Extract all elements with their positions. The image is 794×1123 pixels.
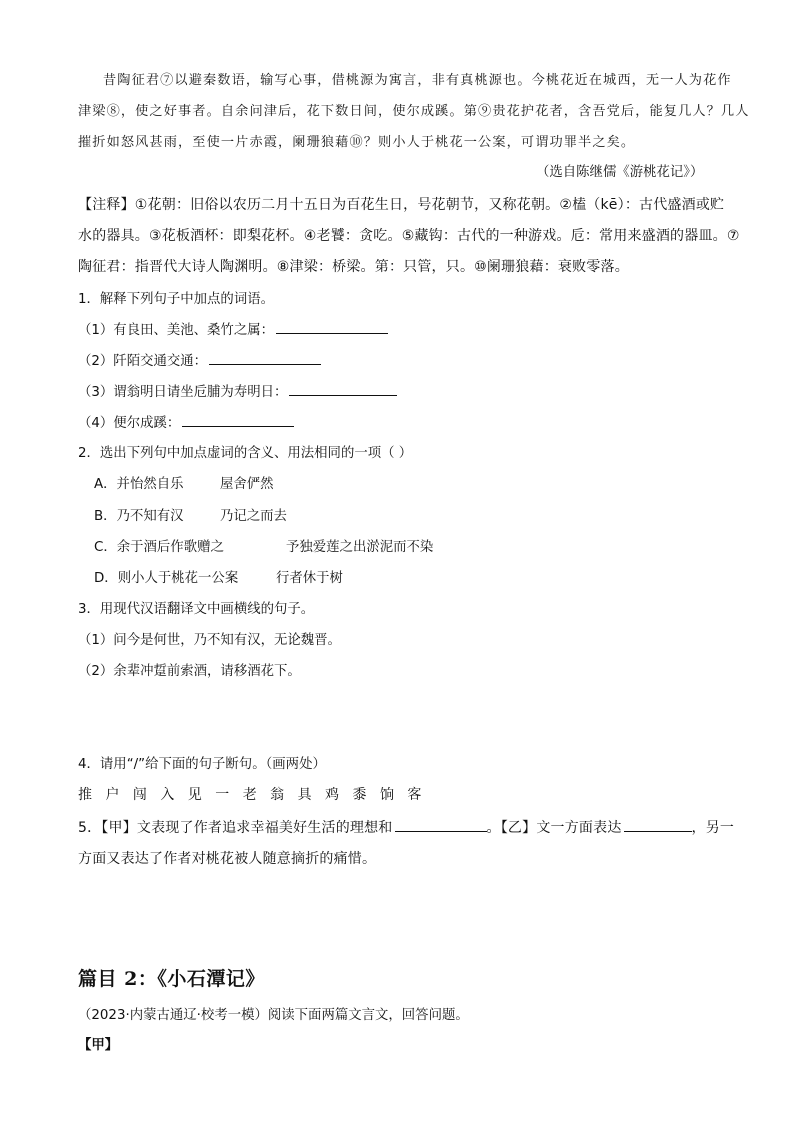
q3-stem: 3．用现代汉语翻译文中画横线的句子。 — [78, 602, 315, 617]
notes-line-2: 水的器具。③花板酒杯：即梨花杯。④老饕：贪吃。⑤藏钩：古代的一种游戏。卮：常用来盛酒的器皿。⑦ — [78, 228, 740, 244]
q1-stem: 1．解释下列句子中加点的词语。 — [78, 292, 274, 307]
q2-option-d-right: 行者休于树 — [276, 571, 343, 586]
q2-option-b-right: 乃记之而去 — [220, 509, 287, 524]
q2-stem: 2．选出下列句中加点虚词的含义、用法相同的一项（ ） — [78, 446, 413, 461]
q2-option-d-left: D．则小人于桃花一公案 — [94, 571, 239, 586]
notes-line-1: 【注释】①花朝：旧俗以农历二月十五日为百花生日，号花朝节，又称花朝。②榼（kē）：古代盛酒或贮 — [78, 197, 725, 213]
q5-line-2: 方面又表达了作者对桃花被人随意摘折的痛惜。 — [78, 851, 377, 867]
q1-answer-blank-3[interactable] — [289, 380, 397, 396]
q1-item-1 — [78, 318, 388, 338]
q1-item-2-text: （2）阡陌交通交通： — [78, 354, 208, 369]
q2-option-c-right: 予独爱莲之出淤泥而不染 — [286, 540, 434, 555]
q1-answer-blank-1[interactable] — [276, 318, 388, 334]
q2-option-a-left: A．并怡然自乐 — [94, 477, 184, 492]
q2-option-d[interactable] — [94, 567, 238, 586]
q2-option-a[interactable] — [94, 473, 184, 492]
q1-item-4 — [78, 411, 294, 431]
q2-option-c[interactable] — [94, 536, 224, 555]
passage-line-3: 摧折如怒风甚雨，至使一片赤霞，阑珊狼藉⑩？则小人于桃花一公案，可谓功罪半之矣。 — [78, 135, 636, 150]
q1-item-3 — [78, 380, 397, 400]
notes-line-3: 陶征君：指晋代大诗人陶渊明。⑧津梁：桥梁。第：只管，只。⑩阑珊狼藉：衰败零落。 — [78, 259, 629, 275]
q2-option-c-left: C．余于酒后作歌赠之 — [94, 540, 224, 555]
section-2-intro: （2023·内蒙古通辽·校考一模）阅读下面两篇文言文，回答问题。 — [78, 1008, 469, 1023]
q1-item-3-text: （3）谓翁明日请坐卮脯为寿明日： — [78, 385, 288, 400]
q1-answer-blank-4[interactable] — [182, 411, 294, 427]
q1-item-4-text: （4）便尔成蹊： — [78, 416, 181, 431]
q1-item-1-text: （1）有良田、美池、桑竹之属： — [78, 323, 274, 338]
q1-item-2 — [78, 349, 321, 369]
passage-source: （选自陈继儒《游桃花记》） — [536, 165, 704, 180]
q3-item-2: （2）余辈冲踅前索酒，请移酒花下。 — [78, 664, 301, 679]
q2-option-b-left: B．乃不知有汉 — [94, 509, 184, 524]
q2-option-a-right: 屋舍俨然 — [220, 477, 274, 492]
q5-part-2: 。【乙】文一方面表达 — [486, 820, 622, 836]
q5-part-1: 5．【甲】文表现了作者追求幸福美好生活的理想和 — [78, 820, 393, 836]
q1-answer-blank-2[interactable] — [209, 349, 321, 365]
q5-line-1 — [78, 816, 734, 837]
q4-stem: 4．请用“/”给下面的句子断句。（画两处） — [78, 757, 326, 772]
q2-option-b[interactable] — [94, 505, 184, 524]
section-2-title: 篇目 2：《小石潭记》 — [78, 968, 265, 990]
q5-part-3: ，另一 — [691, 820, 735, 836]
q5-answer-blank-2[interactable] — [624, 816, 692, 832]
passage-line-2: 津梁⑧，使之好事者。自余问津后，花下数日间，使尔成蹊。第⑨贵花护花者，含吾党后，能复几人？几人 — [78, 104, 750, 119]
q5-answer-blank-1[interactable] — [395, 816, 487, 832]
passage-line-1: 昔陶征君⑦以避秦数语，输写心事，借桃源为寓言，非有真桃源也。今桃花近在城西，无一人为花作 — [103, 73, 732, 88]
section-2-label-jia: 【甲】 — [78, 1038, 119, 1053]
q4-sentence[interactable]: 推 户 闯 入 见 一 老 翁 具 鸡 黍 饷 客 — [78, 787, 426, 803]
q3-item-1: （1）问今是何世，乃不知有汉，无论魏晋。 — [78, 633, 341, 648]
